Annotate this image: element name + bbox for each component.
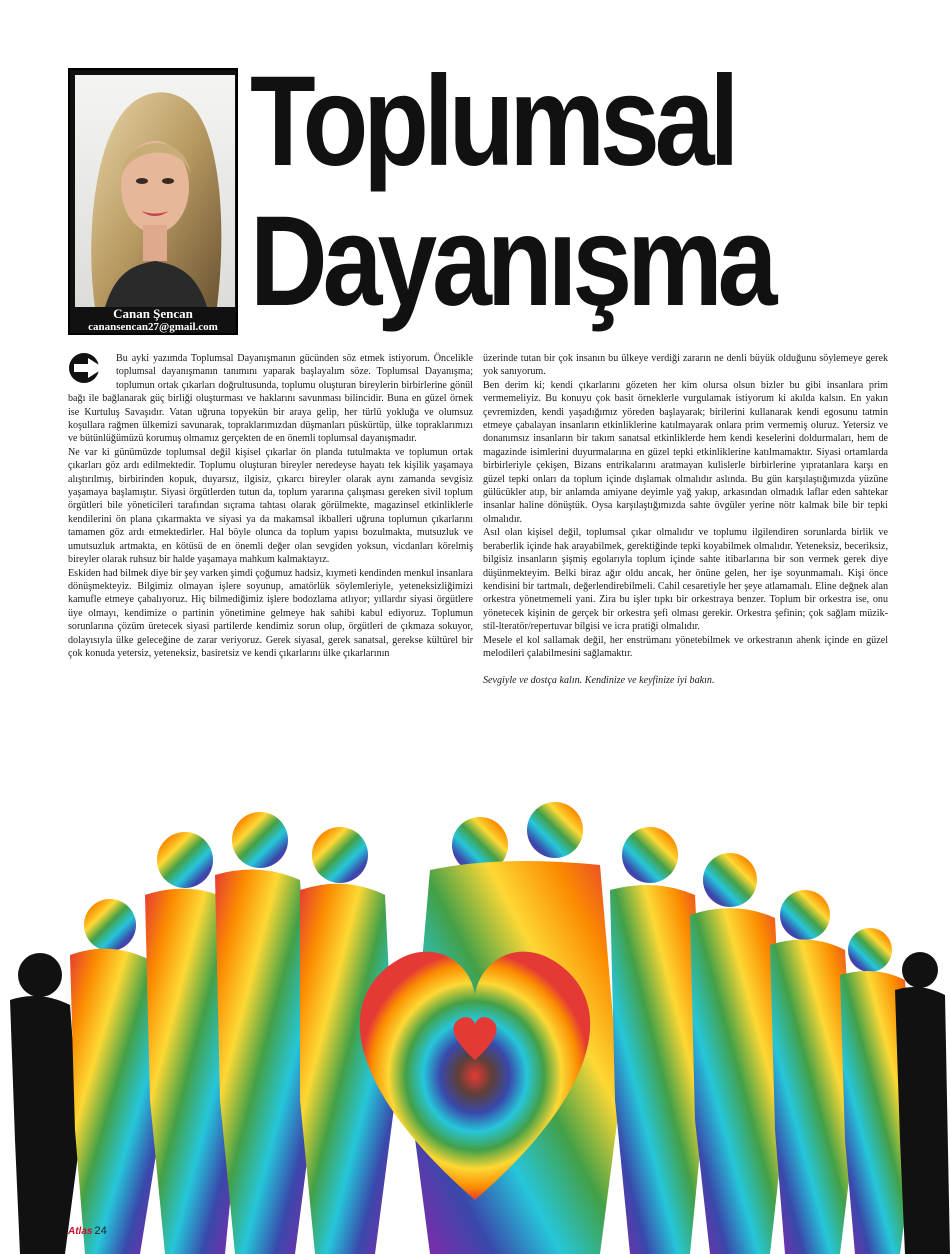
article-title-line-1: Toplumsal (250, 50, 735, 193)
right-column (483, 352, 888, 688)
author-box (68, 68, 238, 335)
left-column (68, 352, 473, 660)
magazine-logo: Atlas (68, 1226, 93, 1237)
page-footer (68, 1225, 107, 1237)
article-title-line-2: Dayanışma (250, 190, 773, 333)
rainbow-crowd-illustration (0, 800, 950, 1254)
paragraph: Bu ayki yazımda Toplumsal Dayanışmanın gücünden söz etmek istiyorum. Öncelikle toplumsal dayanışmanın tanımını yaparak başlayalım söze. Toplumsal Dayanışma; toplumun ortak çıkarları doğrultusunda, toplumu oluşturan bireylerin birbirlerine gönül bağı ile bağlanarak güç birliği oluşturması ve haklarını savunması bilincidir. Buna en güzel örnek ise Kurtuluş Savaşıdır. Vatan uğruna topyekün bir araya gelip, her türlü yokluğa ve olumsuz koşullara rağmen ülkemizi savunarak, topraklarımızdan düşmanları püskürtüp, ülke topraklarımızı ve bütünlüğümüzü korumuş olmamız gerçekten de en önemli toplumsal dayanışmadır. (68, 353, 473, 445)
author-photo (75, 75, 235, 307)
paragraph: Asıl olan kişisel değil, toplumsal çıkar olmalıdır ve toplumu ilgilendiren sorunlarda birlik ve beraberlik içinde hak arayabilmek, gerektiğinde tepki koyabilmek olmalıdır. Yeteneksiz, beceriksiz, bilgisiz insanların şişmiş egolarıyla toplum içinde sahte itibarlarına bir son vermek gerek diye düşünmekteyim. Belki biraz ağır oldu ancak, her önüne gelen, her işe soyunmamalı. Kişi önce kendisini bir tartmalı, değerlendirebilmeli. Cahil cesaretiyle her şeye atlamamalı. Eline değnek alan orkestra yönetmemeli yani. Zira bu işler tıpkı bir orkestraya benzer. Toplum bir orkestra ise, onu yönetecek kişinin de gerçek bir orkestra şefi olması gerekir. Orkestra şefinin; çok sağlam müzik-stil-lteratör/repertuvar bilgisi ve icra pratiği olmalıdır. (483, 527, 888, 633)
page-number: 24 (94, 1225, 107, 1237)
paragraph: Eskiden had bilmek diye bir şey varken şimdi çoğumuz hadsiz, kıymeti kendinden menkul insanlara dönüşmekteyiz. Bilgimiz olmayan işlere soyunup, amatörlük söylemleriyle, yeteneksizliğimizi kamufle etmeye çabalıyoruz. Hiç bilmediğimiz işlere bodozlama atlıyor; yıllardır siyasi örgütlere üye olmayı, kendimize o partinin yönetimine gelmeye hak sahibi kabul ediyoruz. Toplumun sorunlarına çözüm üretecek siyasi partilerde kendimiz sorun olup, örgütleri de çıkmaza sokuyor, dolayısıyla ülke geleceğine de zarar veriyoruz. Gerek siyasal, gerek sanatsal, gerekse kültürel bir çok konuda yetersiz, yeteneksiz, basiretsiz ve kendi çıkarlarını ülke çıkarlarının (68, 567, 473, 659)
paragraph: Ne var ki günümüzde toplumsal değil kişisel çıkarlar ön planda tutulmakta ve toplumun ortak çıkarları göz ardı edilmektedir. Toplumu oluşturan bireyler neredeyse hayatı tek kişilik yaşamaya alıştırılmış, birbirinden kopuk, duyarsız, ilgisiz, çıkarcı bireyler olarak aynı zamanda sevgisiz yaşamaya başlamıştır. Siyasi örgütlerden tutun da, toplum yararına çalışması gereken sivil toplum örgütleri bile yöneticileri tarafından sıçrama tahtası olarak görülmekte, magazinsel etkinliklerle kendilerini ön plana çıkarmakta ve siyasi ya da makamsal ikballeri uğruna toplumun çıkarlarını tamamen göz ardı etmektedirler. Hal böyle olunca da toplum yapısı bozulmakta, mutsuzluk ve umutsuzluk artmakta, en kötüsü de en önemli değer olan sevgiden yoksun, vicdanları körelmiş bireyler olarak ruhsuz bir halde yaşamaya mahkum kalmaktayız. (68, 446, 473, 566)
paragraph: Ben derim ki; kendi çıkarlarını gözeten her kim olursa olsun bizler bu gibi insanlara prim vermemeliyiz. Bu konuyu çok basit örneklerle vurgulamak istiyorum ki akılda kalsın. En yakın çevremizden, kendi yaşadığımız yöreden başlayarak; birilerini kullanarak kendi egosunu tatmin etmeye çabalayan insanların etkinliklerine katılmayarak onlara prim vermemiş oluruz. Yetersiz ve donanımsız insanların bir takım sanatsal etkinliklerde hem kendi keselerini doldurmaları, hem de magazinde isimlerini duyurmalarına en güzel tepki etkinliklerine katılmamaktır. Siyasi ortamlarda birbirleriyle çekişen, Bizans entrikalarını aratmayan kulislerle birbirlerine yıpratanlara karşı en güzel tepki onları da toplum içinde dışlamak olmalıdır aslında. Bu gün karşılaştığımızda yüzüne gülücükler atıp, bir anlamda amiyane deyimle yağ yakıp, arkasından olmadık laflar eden sahtekar insanlar haline dönüştük. Oysa karşılaştığımızda sahte övgüler yerine nötr kalmak bile bir tepki olmalıdır. (483, 379, 888, 525)
arrow-right-icon (68, 352, 110, 384)
author-email[interactable]: canansencan27@gmail.com (88, 321, 218, 333)
closing-line: Sevgiyle ve dostça kalın. Kendinize ve keyfinize iyi bakın. (483, 675, 715, 687)
paragraph: Mesele el kol sallamak değil, her enstrümanı yönetebilmek ve orkestranın ahenk içinde en güzel melodileri çalabilmesini sağlamaktır. (483, 634, 888, 659)
paragraph: üzerinde tutan bir çok insanın bu ülkeye verdiği zararın ne denli büyük olduğunu söylemeye gerek yok sanıyorum. (483, 353, 888, 378)
author-name: Canan Şencan (113, 306, 193, 321)
